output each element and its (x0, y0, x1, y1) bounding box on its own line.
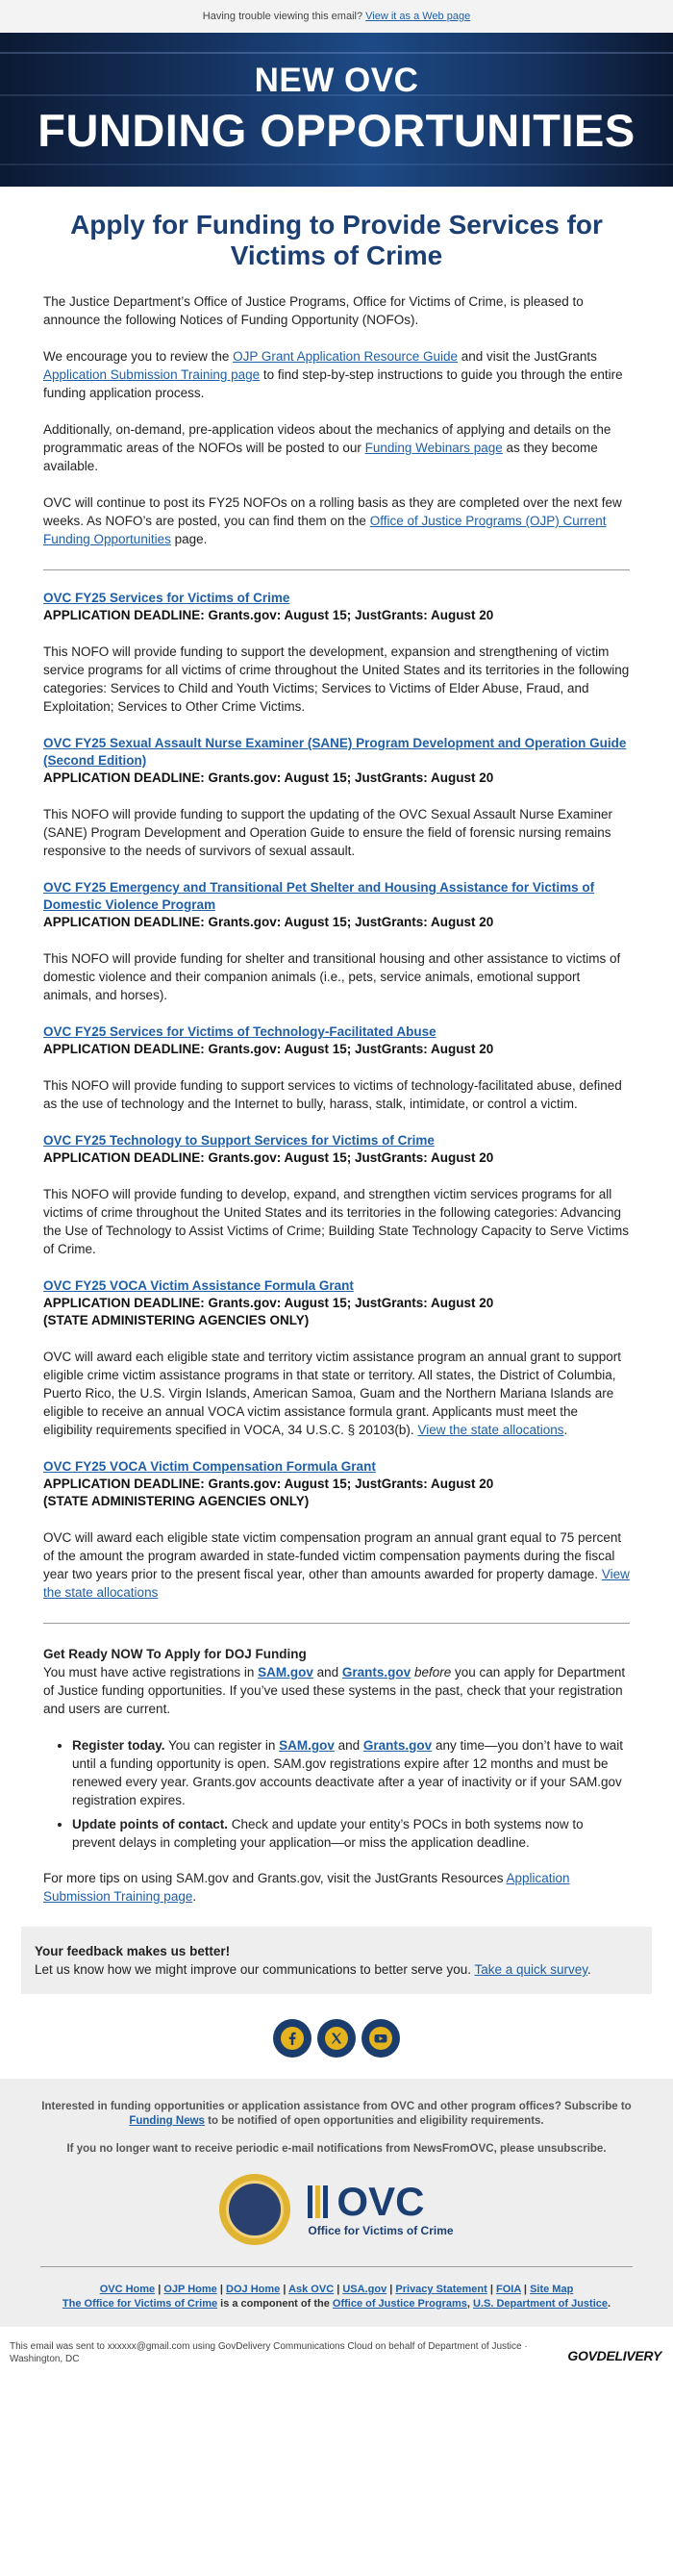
doj-link[interactable]: U.S. Department of Justice (473, 2298, 608, 2310)
funding-news-notice (21, 2100, 652, 2129)
view-online-bar (0, 0, 673, 33)
nofo-description: This NOFO will provide funding for shelter and transitional housing and other assistance to victims of domestic violence and their companion animals (i.e., pets, service animals, emotional support animals, and horses). (43, 951, 621, 1002)
webinar-text: Additionally, on-demand, pre-application videos about the mechanics of applying and details on the programmatic areas of the NOFOs will be posted to our (43, 422, 611, 455)
hero-decoration (0, 52, 673, 54)
list-item (72, 1815, 630, 1852)
nofo-description: This NOFO will provide funding to support the updating of the OVC Sexual Assault Nurse Examiner (SANE) Program Development and Operation Guide to ensure the field of forensic nursing remains responsive to the needs of survivors of sexual assault. (43, 807, 613, 858)
feedback-body (35, 1960, 638, 1979)
ovc-logo-subtitle: Office for Victims of Crime (308, 2224, 454, 2237)
get-ready-heading: Get Ready NOW To Apply for DOJ Funding (43, 1647, 307, 1661)
grants-gov-link[interactable]: Grants.gov (362, 1738, 433, 1753)
webinar-text: as they become available. (43, 441, 598, 473)
application-training-link[interactable]: Application Submission Training page (43, 367, 261, 382)
sent-by-text: This email was sent to xxxxxx@gmail.com using GovDelivery Communications Cloud on behalf of Department of Justice · Washington, DC (10, 2341, 528, 2364)
nofo-title-link[interactable]: OVC FY25 Services for Victims of Technology-Facilitated Abuse (43, 1024, 436, 1039)
footer-link-ask-ovc[interactable]: Ask OVC (288, 2284, 335, 2295)
footer-separator: | (386, 2284, 396, 2295)
nofo-description: This NOFO will provide funding to develop, expand, and strengthen victim services programs for all victims of crime throughout the United States and its territories in the following categories: Advancing the Use of Technology to Assist Victims of Crime; Building State Technology Capacity to Serve Victims of Crime. (43, 1187, 630, 1256)
nofo-eligibility-note: (STATE ADMINISTERING AGENCIES ONLY) (43, 1494, 310, 1508)
page-title: Apply for Funding to Provide Services for Victims of Crime (70, 210, 603, 270)
component-text: is a component of the (217, 2298, 333, 2310)
footer-links (21, 2283, 652, 2311)
footer-separator: | (216, 2284, 227, 2295)
nofo-item (43, 735, 630, 860)
nofo-deadline: APPLICATION DEADLINE: Grants.gov: August 15; JustGrants: August 20 (43, 608, 494, 622)
tip-text: and (334, 1738, 363, 1753)
view-as-web-page-link[interactable]: View it as a Web page (365, 11, 471, 22)
footer-link-doj-home[interactable]: DOJ Home (226, 2284, 281, 2295)
ovc-link[interactable]: The Office for Victims of Crime (62, 2298, 218, 2310)
nofo-item-voca-assistance (43, 1277, 630, 1439)
nofo-description: This NOFO will provide funding to support the development, expansion and strengthening of victim service programs for all victims of crime throughout the United States and its territories in the following categories: Services to Child and Youth Victims; Services to Victims of Elder Abuse, Fraud, and Exploitation; Services to Other Crime Victims. (43, 644, 630, 714)
govdelivery-logo: GOVDELIVERY (567, 2348, 661, 2363)
funding-news-link[interactable]: Funding News (129, 2115, 205, 2127)
state-allocations-link[interactable]: View the state allocations (43, 1567, 630, 1600)
intro-paragraph (43, 292, 630, 329)
footer-link-foia[interactable]: FOIA (495, 2284, 521, 2295)
survey-link[interactable]: Take a quick survey (474, 1962, 588, 1977)
tip-text: Check and update your entity’s POCs in both systems now to prevent delays in completing your application—or miss the application deadline. (72, 1817, 584, 1850)
application-training-link[interactable]: Application Submission Training page (43, 1871, 570, 1904)
rolling-text: page. (170, 532, 208, 546)
footer-divider (40, 2266, 633, 2267)
get-ready-text: you can apply for Department of Justice funding opportunities. If you’ve used these systems in the past, check that your registration and users are current. (43, 1665, 626, 1716)
funding-news-text: Interested in funding opportunities or application assistance from OVC and other program offices? Subscribe to (41, 2101, 632, 2112)
footer-link-ovc-home[interactable]: OVC Home (99, 2284, 156, 2295)
hero-decoration (0, 164, 673, 165)
divider (43, 569, 630, 570)
list-item (72, 1736, 630, 1809)
doj-seal-center (226, 2181, 284, 2238)
nofo-deadline: APPLICATION DEADLINE: Grants.gov: August 15; JustGrants: August 20 (43, 770, 494, 785)
nofo-title-link[interactable]: OVC FY25 Services for Victims of Crime (43, 591, 290, 605)
funding-news-text: to be notified of open opportunities and eligibility requirements. (204, 2115, 544, 2127)
grants-gov-link[interactable]: Grants.gov (341, 1665, 411, 1679)
nofo-item-voca-compensation (43, 1458, 630, 1602)
get-ready-paragraph (43, 1663, 630, 1718)
nofo-deadline: APPLICATION DEADLINE: Grants.gov: August 15; JustGrants: August 20 (43, 915, 494, 929)
x-icon[interactable] (317, 2019, 356, 2058)
sent-by-bar (0, 2327, 673, 2377)
unsubscribe-notice: If you no longer want to receive periodic e-mail notifications from NewsFromOVC, please unsubscribe. (66, 2143, 607, 2155)
component-text: , (466, 2298, 474, 2310)
doj-seal-icon (219, 2174, 290, 2245)
more-tips-text: For more tips on using SAM.gov and Grants.gov, visit the JustGrants Resources (43, 1871, 507, 1885)
nofo-item (43, 590, 630, 716)
grant-resource-guide-link[interactable]: OJP Grant Application Resource Guide (233, 349, 459, 364)
facebook-icon[interactable] (273, 2019, 312, 2058)
footer-link-ojp-home[interactable]: OJP Home (163, 2284, 217, 2295)
nofo-description-text: OVC will award each eligible state victim compensation program an annual grant equal to 75 percent of the amount the program awarded in state-funded victim compensation payments during the fiscal year two years prior to the present fiscal year, other than amounts awarded for property damage. (43, 1530, 622, 1581)
tip-text: any time—you don’t have to wait until a funding opportunity is open. SAM.gov registrations expire after 12 months and must be renewed every year. Grants.gov accounts deactivate after a year of inactivity or if your SAM.gov registration expires. (72, 1738, 624, 1807)
footer-separator: | (334, 2284, 343, 2295)
ovc-logo-bars-icon (308, 2185, 331, 2218)
footer (0, 2079, 673, 2327)
nofo-title-link[interactable]: OVC FY25 VOCA Victim Compensation Formula Grant (43, 1459, 376, 1474)
component-text: . (608, 2298, 611, 2310)
hero-title-line2: FUNDING OPPORTUNITIES (37, 105, 636, 156)
resource-text: and visit the JustGrants (458, 349, 597, 364)
main-content (0, 210, 673, 1906)
nofo-title-link[interactable]: OVC FY25 VOCA Victim Assistance Formula Grant (43, 1278, 354, 1293)
view-online-text: Having trouble viewing this email? (202, 11, 363, 22)
webinar-paragraph (43, 420, 630, 475)
registration-tips (43, 1736, 630, 1852)
before-emphasis: before (413, 1665, 452, 1679)
current-funding-link[interactable]: Office of Justice Programs (OJP) Current Funding Opportunities (43, 514, 607, 546)
ovc-logo-text: OVC (336, 2179, 425, 2224)
sam-gov-link[interactable]: SAM.gov (279, 1738, 335, 1753)
more-tips-paragraph (43, 1869, 630, 1906)
feedback-text: Let us know how we might improve our communications to better serve you. (35, 1962, 475, 1977)
get-ready-text: and (312, 1665, 342, 1679)
nofo-deadline: APPLICATION DEADLINE: Grants.gov: August 15; JustGrants: August 20 (43, 1042, 494, 1056)
footer-logos (21, 2172, 652, 2247)
nofo-deadline: APPLICATION DEADLINE: Grants.gov: August 15; JustGrants: August 20 (43, 1150, 494, 1165)
footer-link-site-map[interactable]: Site Map (530, 2284, 574, 2295)
feedback-end: . (587, 1962, 591, 1977)
funding-webinars-link[interactable]: Funding Webinars page (364, 441, 503, 455)
feedback-box (21, 1927, 652, 1994)
nofo-deadline: APPLICATION DEADLINE: Grants.gov: August 15; JustGrants: August 20 (43, 1296, 494, 1310)
youtube-icon[interactable] (361, 2019, 400, 2058)
nofo-deadline: APPLICATION DEADLINE: Grants.gov: August 15; JustGrants: August 20 (43, 1477, 494, 1491)
nofo-title-link[interactable]: OVC FY25 Emergency and Transitional Pet Shelter and Housing Assistance for Victims of Domestic Violence Program (43, 880, 595, 912)
resource-text: We encourage you to review the (43, 349, 234, 364)
nofo-description: This NOFO will provide funding to support services to victims of technology-facilitated abuse, defined as the use of technology and the Internet to bully, harass, stalk, intimidate, or control a victim. (43, 1078, 622, 1111)
nofo-description (43, 1348, 630, 1439)
state-allocations-link[interactable]: View the state allocations (417, 1423, 564, 1437)
tip-heading: Register today. (72, 1738, 165, 1753)
nofo-description-text: OVC will award each eligible state and territory victim assistance program an annual grant to support eligible crime victim assistance programs in that state or territory. All states, the District of Columbia, Puerto Rico, the U.S. Virgin Islands, American Samoa, Guam and the Northern Mariana Islands are eligible to receive an annual VOCA victim assistance formula grant. Applicants must meet the eligibility requirements specified in VOCA, 34 U.S.C. § 20103(b). (43, 1350, 622, 1437)
intro-text: The Justice Department’s Office of Justice Programs, Office for Victims of Crime, is pleased to announce the following Notices of Funding Opportunity (NOFOs). (43, 294, 584, 327)
nofo-title-link[interactable]: OVC FY25 Technology to Support Services for Victims of Crime (43, 1133, 435, 1148)
footer-separator: | (280, 2284, 289, 2295)
tip-heading: Update points of contact. (72, 1817, 228, 1831)
sam-gov-link[interactable]: SAM.gov (258, 1665, 313, 1679)
nofo-item (43, 879, 630, 1004)
ojp-link[interactable]: Office of Justice Programs (332, 2298, 467, 2310)
nofo-item (43, 1023, 630, 1113)
nofo-item (43, 1132, 630, 1258)
tip-text: You can register in (164, 1738, 280, 1753)
footer-separator: | (520, 2284, 531, 2295)
resource-paragraph (43, 347, 630, 402)
resource-text: to find step-by-step instructions to guide you through the entire funding application process. (43, 367, 623, 400)
footer-link-privacy[interactable]: Privacy Statement (395, 2284, 487, 2295)
footer-separator: | (155, 2284, 164, 2295)
nofo-title-link[interactable]: OVC FY25 Sexual Assault Nurse Examiner (SANE) Program Development and Operation Guide (Second Edition) (43, 736, 627, 768)
divider (43, 1623, 630, 1624)
social-links (0, 2019, 673, 2058)
nofo-description-end: . (563, 1423, 568, 1437)
footer-separator: | (486, 2284, 496, 2295)
footer-nav (21, 2283, 652, 2297)
nofo-description (43, 1528, 630, 1602)
hero-title-line1: NEW OVC (254, 62, 419, 99)
nofo-eligibility-note: (STATE ADMINISTERING AGENCIES ONLY) (43, 1313, 310, 1327)
more-tips-text: . (192, 1889, 197, 1904)
ovc-logo (308, 2179, 454, 2237)
rolling-paragraph (43, 493, 630, 548)
footer-link-usa-gov[interactable]: USA.gov (342, 2284, 387, 2295)
component-statement (21, 2297, 652, 2311)
feedback-title: Your feedback makes us better! (35, 1944, 231, 1958)
ovc-logo-mark (308, 2179, 453, 2224)
rolling-text: OVC will continue to post its FY25 NOFOs on a rolling basis as they are completed over the next few weeks. As NOFO’s are posted, you can find them on the (43, 495, 622, 528)
get-ready-text: You must have active registrations in (43, 1665, 259, 1679)
hero-banner (0, 33, 673, 187)
